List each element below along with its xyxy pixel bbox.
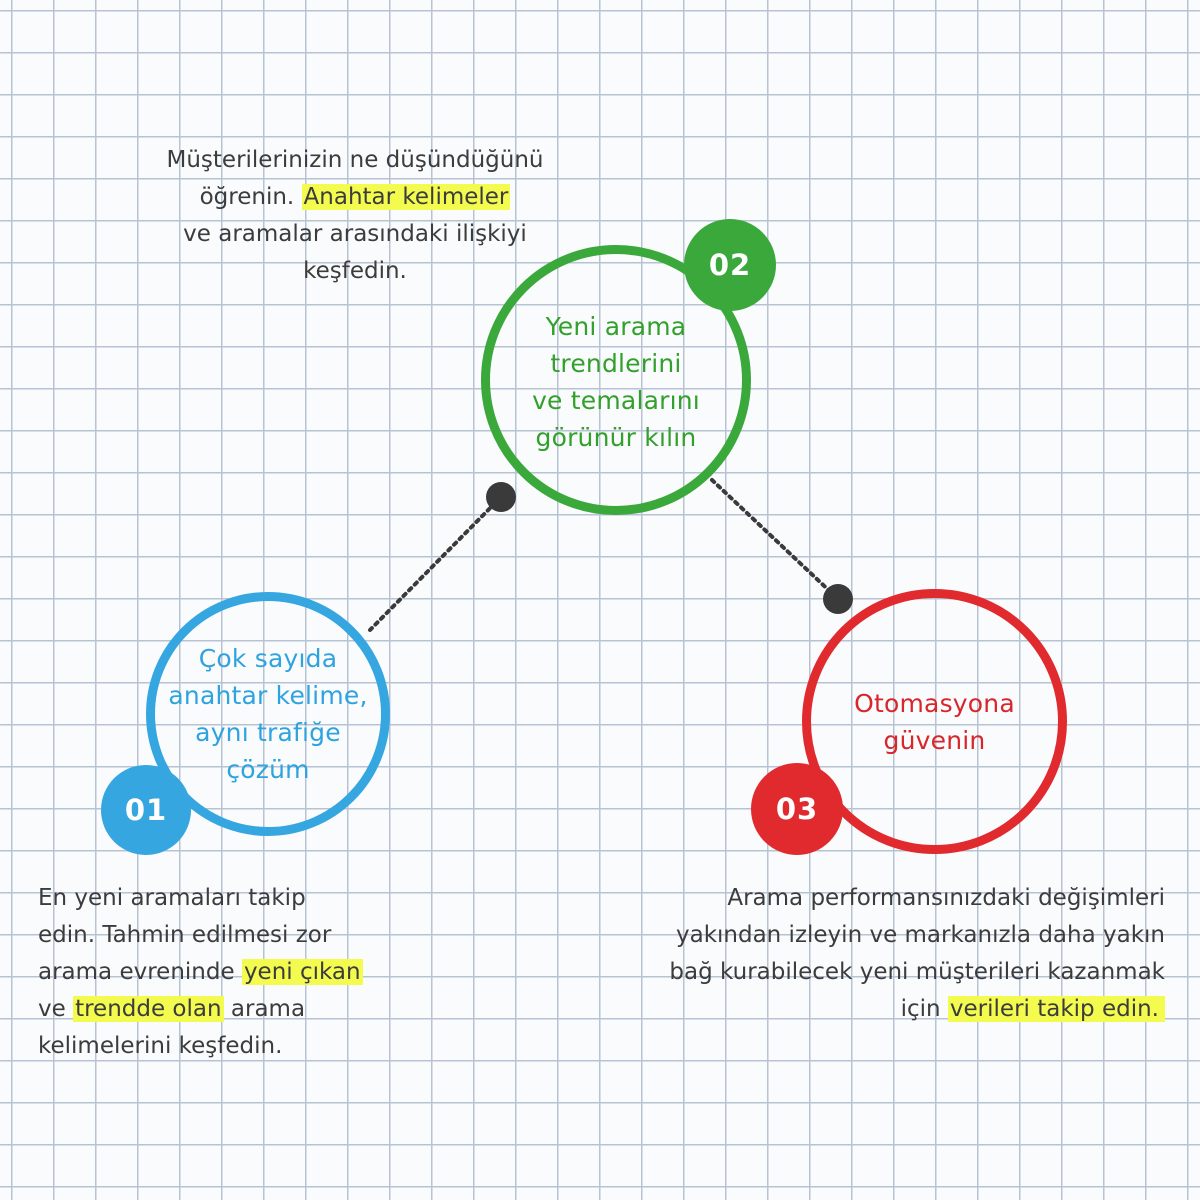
connector-dot-right	[823, 584, 853, 614]
description-line	[95, 179, 615, 216]
highlight-text: Anahtar kelimeler	[303, 184, 509, 210]
description-line: Arama performansınızdaki değişimleri	[727, 885, 1165, 911]
description-text: için	[900, 996, 948, 1022]
description-line: yakından izleyin ve markanızla daha yakın	[675, 922, 1165, 948]
step-title-01: Çok sayıda anahtar kelime, aynı trafiğe çözüm	[168, 644, 368, 784]
step-number-01: 01	[124, 793, 168, 827]
description-line: ve aramalar arasındaki ilişkiyi	[183, 221, 527, 247]
step-number-02: 02	[708, 248, 752, 282]
step-badge-02	[684, 219, 776, 311]
description-line: keşfedin.	[303, 258, 407, 284]
step-title-03: Otomasyona güvenin	[854, 688, 1015, 755]
connector-line-02-03	[712, 480, 838, 599]
description-text: arama evreninde	[38, 959, 242, 985]
description-text: ve	[38, 996, 74, 1022]
description-text: arama	[223, 996, 306, 1022]
description-top	[95, 142, 615, 290]
connector-dot-left	[486, 482, 516, 512]
highlight-text: verileri takip edin.	[948, 996, 1165, 1022]
description-line	[575, 991, 1165, 1028]
description-line	[38, 991, 478, 1028]
step-badge-03	[751, 763, 843, 855]
description-line	[38, 954, 478, 991]
connector-line-01-02	[370, 497, 501, 630]
description-line: En yeni aramaları takip	[38, 885, 306, 911]
step-number-03: 03	[775, 792, 819, 826]
description-line: edin. Tahmin edilmesi zor	[38, 922, 332, 948]
description-right	[575, 880, 1165, 1028]
description-line: kelimelerini keşfedin.	[38, 1033, 283, 1059]
description-text: öğrenin.	[199, 184, 302, 210]
description-line: bağ kurabilecek yeni müşterileri kazanmak	[669, 959, 1165, 985]
step-badge-01	[101, 765, 191, 855]
description-line: Müşterilerinizin ne düşündüğünü	[166, 147, 544, 173]
highlight-text: trendde olan	[75, 996, 222, 1022]
description-left	[38, 880, 478, 1065]
step-title-02: Yeni arama trendlerini ve temalarını görünür kılın	[532, 312, 700, 452]
highlight-text: yeni çıkan	[243, 959, 361, 985]
